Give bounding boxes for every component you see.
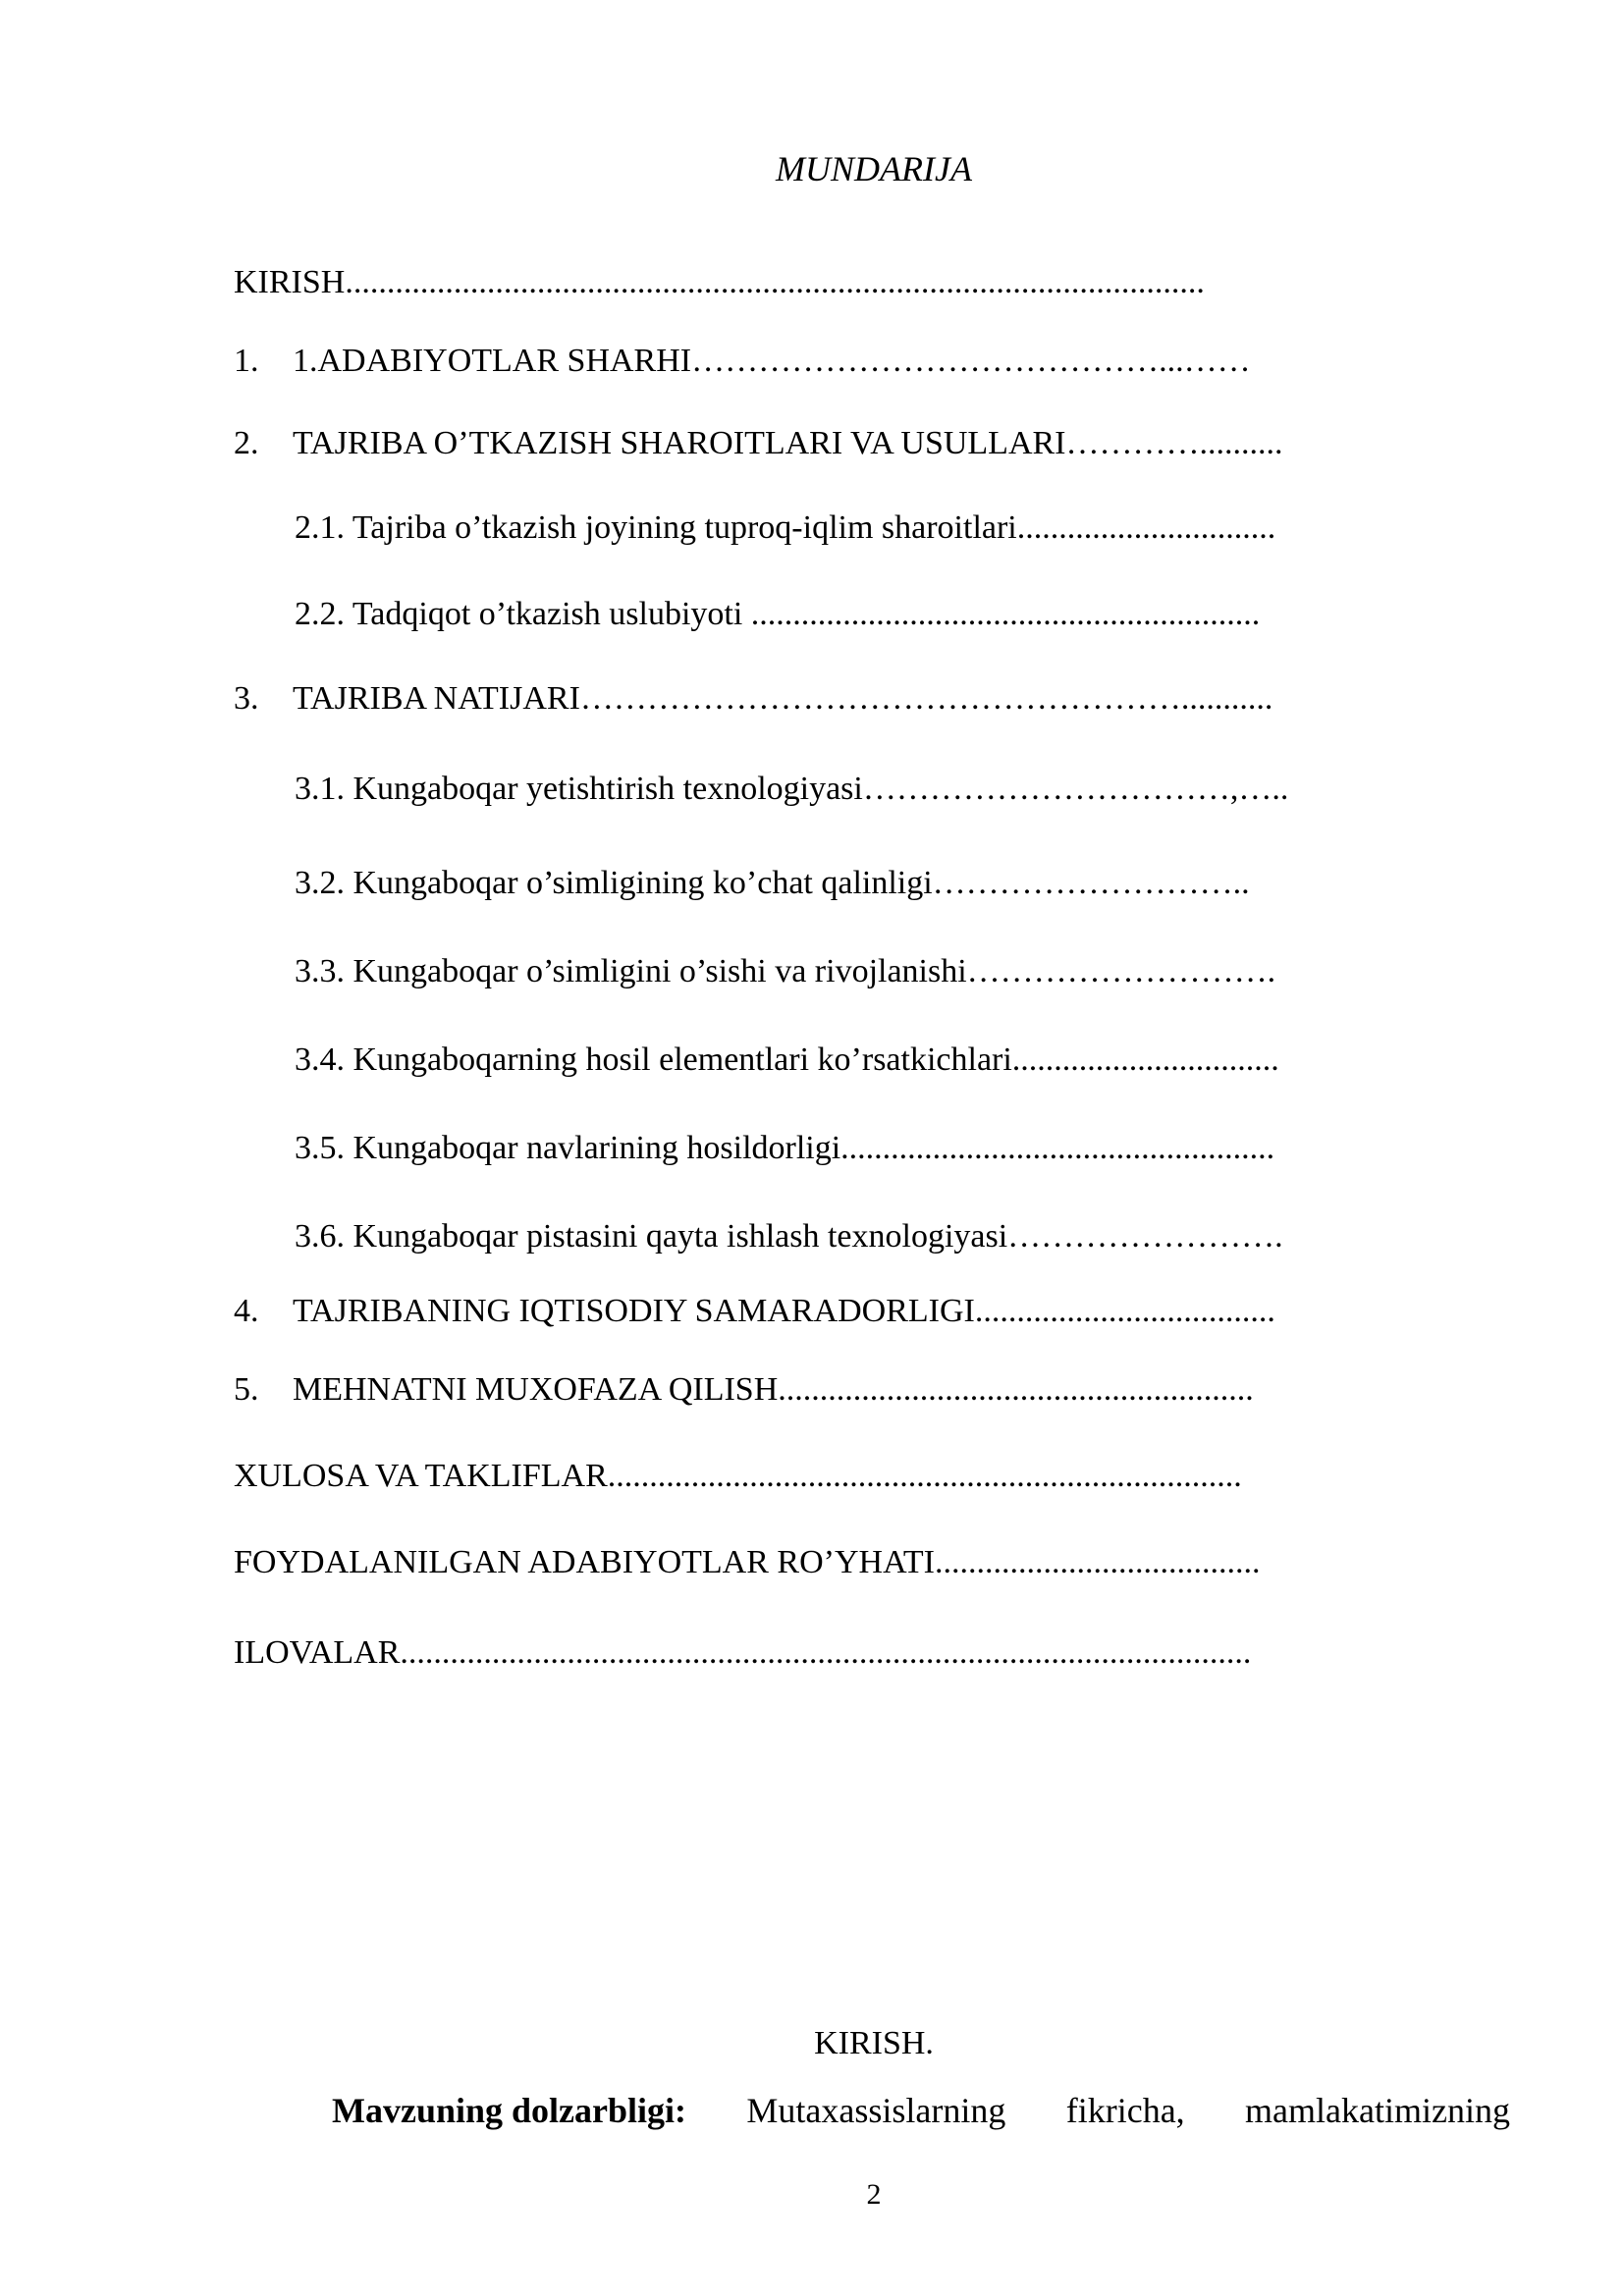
toc-entry-text: TAJRIBANING IQTISODIY SAMARADORLIGI.................................... [293, 1293, 1275, 1329]
toc-entry-text: 2.1. Tajriba o’tkazish joyining tuproq-iqlim sharoitlari............................... [295, 509, 1276, 546]
toc-entry-text: TAJRIBA O’TKAZISH SHAROITLARI VA USULLARI………….......... [293, 425, 1283, 461]
toc-entry-2-1[interactable] [295, 508, 1275, 548]
toc-entry-text: 3.4. Kungaboqarning hosil elementlari ko’rsatkichlari................................ [295, 1041, 1279, 1078]
intro-lead-bold: Mavzuning dolzarbligi: [332, 2091, 687, 2130]
toc-entry-number: 3. [234, 680, 259, 717]
toc-entry-3-3[interactable] [295, 952, 1275, 991]
toc-entry-3-5[interactable] [295, 1129, 1274, 1168]
toc-entry-text: 3.5. Kungaboqar navlarining hosildorligi.................................................... [295, 1130, 1275, 1166]
toc-entry-kirish[interactable] [234, 263, 1205, 302]
toc-entry-text: TAJRIBA NATIJARI………………………………………………........... [293, 680, 1273, 717]
toc-entry-text: 3.2. Kungaboqar o’simligining ko’chat qalinligi……………………….. [295, 865, 1250, 901]
toc-entry-tajriba-natijari[interactable] [234, 679, 1272, 719]
intro-word: mamlakatimizning [1245, 2091, 1510, 2130]
toc-entry-text: 2.2. Tadqiqot o’tkazish uslubiyoti ............................................................. [295, 596, 1261, 632]
toc-entry-3-2[interactable] [295, 864, 1250, 903]
toc-entry-2-2[interactable] [295, 595, 1260, 634]
toc-entry-text: KIRISH....................................................................................................... [234, 264, 1205, 300]
toc-entry-text: 3.1. Kungaboqar yetishtirish texnologiyasi……………………………,….. [295, 771, 1289, 807]
toc-entry-3-4[interactable] [295, 1041, 1279, 1080]
toc-entry-foydalanilgan-adabiyotlar[interactable] [234, 1543, 1260, 1582]
toc-entry-text: 3.6. Kungaboqar pistasini qayta ishlash texnologiyasi……………………. [295, 1218, 1283, 1255]
toc-entry-adabiyotlar-sharhi[interactable] [234, 342, 1251, 381]
toc-entry-text: 1.ADABIYOTLAR SHARHI……………………………………...…… [293, 343, 1251, 379]
toc-entry-text: MEHNATNI MUXOFAZA QILISH......................................................... [293, 1371, 1254, 1408]
toc-entry-xulosa[interactable] [234, 1457, 1242, 1496]
toc-entry-number: 4. [234, 1293, 259, 1329]
toc-entry-mehnatni-muxofaza[interactable] [234, 1370, 1254, 1410]
section-heading: KIRISH. [814, 2025, 934, 2061]
intro-paragraph-first-line [332, 2089, 1510, 2132]
toc-entry-text: 3.3. Kungaboqar o’simligini o’sishi va rivojlanishi………………………. [295, 953, 1276, 989]
toc-entry-text: ILOVALAR...................................................................................................... [234, 1634, 1252, 1671]
toc-entry-ilovalar[interactable] [234, 1633, 1251, 1673]
toc-entry-iqtisodiy-samaradorligi[interactable] [234, 1292, 1275, 1331]
toc-entry-number: 5. [234, 1371, 259, 1408]
toc-entry-tajriba-sharoitlari[interactable] [234, 424, 1283, 463]
intro-word: fikricha, [1065, 2091, 1185, 2130]
toc-title: MUNDARIJA [776, 149, 972, 188]
page-number: 2 [866, 2178, 882, 2211]
toc-entry-number: 2. [234, 425, 259, 461]
toc-entry-text: XULOSA VA TAKLIFLAR............................................................................ [234, 1458, 1242, 1494]
intro-word: Mutaxassislarning [746, 2091, 1006, 2130]
toc-entry-3-1[interactable] [295, 770, 1288, 809]
toc-entry-text: FOYDALANILGAN ADABIYOTLAR RO’YHATI....................................... [234, 1544, 1261, 1580]
toc-entry-3-6[interactable] [295, 1217, 1283, 1256]
toc-entry-number: 1. [234, 343, 259, 379]
